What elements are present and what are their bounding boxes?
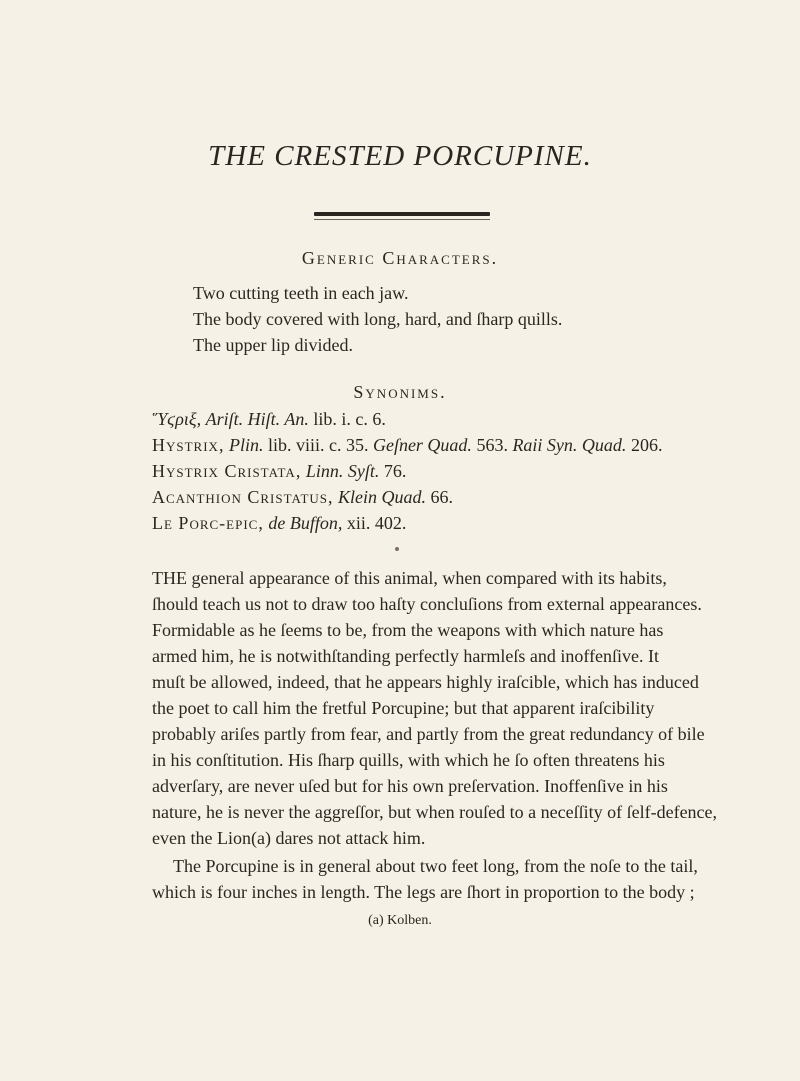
title-rule-thin	[314, 219, 490, 220]
body-line: the poet to call him the fretful Porcupine; but that apparent iraſcibility	[152, 698, 655, 718]
body-line: adverſary, are never uſed but for his own preſervation. Inoffenſive in his	[152, 776, 668, 796]
synonim-entry	[152, 487, 453, 508]
synonim-ref: de Buffon,	[268, 513, 343, 533]
body-line: even the Lion(a) dares not attack him.	[152, 828, 426, 848]
generic-line: The upper lip divided.	[193, 335, 353, 355]
generic-characters-heading: Generic Characters.	[301, 248, 499, 268]
synonim-name: Acanthion Cristatus,	[152, 487, 334, 507]
synonim-entry	[152, 461, 406, 482]
synonim-name: Hystrix Cristata,	[152, 461, 302, 481]
synonim-details: 76.	[383, 461, 407, 481]
ink-dot	[395, 547, 399, 551]
body-line: THE general appearance of this animal, when compared with its habits,	[152, 568, 667, 588]
synonim-entry	[152, 409, 386, 430]
page-title: THE CRESTED PORCUPINE.	[208, 140, 592, 172]
body-line: probably ariſes partly from fear, and partly from the great redundancy of bile	[152, 724, 705, 744]
synonim-details: lib. i. c. 6.	[313, 409, 386, 429]
generic-line: Two cutting teeth in each jaw.	[193, 283, 409, 303]
synonim-name: Hystrix,	[152, 435, 225, 455]
synonim-ref: Raii Syn. Quad.	[512, 435, 627, 455]
synonim-details: lib. viii. c. 35.	[267, 435, 369, 455]
synonim-name: Ὕϛριξ,	[152, 409, 202, 429]
synonim-details: xii. 402.	[346, 513, 407, 533]
synonim-ref: Geſner Quad.	[372, 435, 472, 455]
footnote: (a) Kolben.	[368, 913, 432, 928]
synonim-details: 66.	[430, 487, 454, 507]
synonims-heading: Synonims.	[353, 382, 447, 402]
synonim-details: 563.	[476, 435, 508, 455]
synonim-name: Le Porc-epic,	[152, 513, 264, 533]
body-line: in his conſtitution. His ſharp quills, with which he ſo often threatens his	[152, 750, 665, 770]
synonim-ref: Klein Quad.	[338, 487, 427, 507]
body-line: ſhould teach us not to draw too haſty concluſions from external appearances.	[152, 594, 702, 614]
body-line: muſt be allowed, indeed, that he appears highly iraſcible, which has induced	[152, 672, 699, 692]
title-rule-thick	[314, 212, 490, 216]
body-line: Formidable as he ſeems to be, from the weapons with which nature has	[152, 620, 664, 640]
synonim-ref: Plin.	[228, 435, 264, 455]
synonim-ref: Linn. Syſt.	[305, 461, 380, 481]
body-line: nature, he is never the aggreſſor, but when rouſed to a neceſſity of ſelf-defence,	[152, 802, 718, 822]
body-line: which is four inches in length. The legs are ſhort in proportion to the body ;	[152, 882, 695, 902]
generic-line: The body covered with long, hard, and ſharp quills.	[193, 309, 563, 329]
body-line: The Porcupine is in general about two feet long, from the noſe to the tail,	[173, 856, 698, 876]
synonim-entry	[152, 513, 406, 534]
synonim-ref: Ariſt. Hiſt. An.	[205, 409, 309, 429]
synonim-entry	[152, 435, 662, 456]
body-line: armed him, he is notwithſtanding perfectly harmleſs and inoffenſive. It	[152, 646, 660, 666]
synonim-details: 206.	[630, 435, 663, 455]
